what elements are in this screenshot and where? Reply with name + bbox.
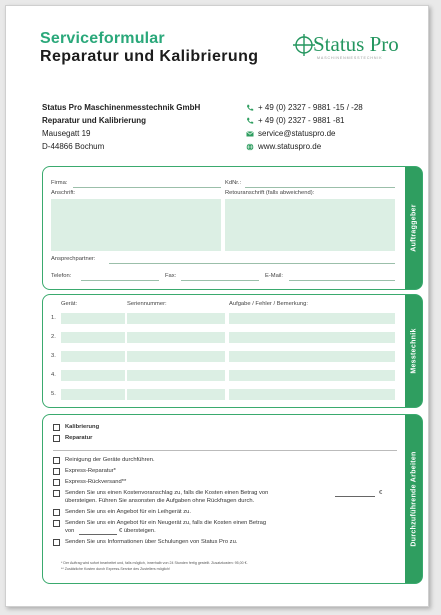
serial-field[interactable] (127, 389, 225, 400)
new-device-prefix: von (65, 528, 75, 534)
work-section (42, 414, 423, 584)
footnote-express: * Der Auftrag wird sofort bearbeitet und, falls möglich, innerhalb von 24 Stunden fertig gestellt. Zusatzkosten: 95,00 €. (61, 561, 248, 565)
client-section (42, 166, 423, 290)
express-repair-checkbox[interactable] (53, 468, 60, 475)
device-field[interactable] (61, 370, 125, 381)
work-section-tab: Durchzuführende Arbeiten (405, 415, 422, 583)
company-address (42, 101, 200, 153)
quote-label-cont: übersteigen. Führen Sie ansonsten die Aufgaben ohne Rückfragen durch. (65, 498, 255, 504)
express-return-label: Express-Rückversand** (65, 479, 127, 485)
express-repair-label: Express-Reparatur* (65, 468, 116, 474)
contact-info (246, 101, 363, 153)
quote-checkbox[interactable] (53, 490, 60, 497)
devices-section: Messtechnik Gerät: Seriennummer: Aufgabe / Fehler / Bemerkung: 1. 2. 3. 4. 5. (42, 294, 423, 408)
logo-name: Status Pro (313, 32, 399, 56)
fax-field[interactable] (181, 280, 259, 281)
new-device-label: Senden Sie uns ein Angebot für ein Neugerät zu, falls die Kosten einen Betrag (65, 520, 267, 526)
footnote-shipping: ** Zusätzliche Kosten durch Express-Service des Zustellers möglich! (61, 567, 171, 571)
contact-phone: + 49 (0) 2327 - 9881 -15 / -28 (258, 103, 363, 112)
status-pro-logo (293, 28, 425, 66)
kalibrierung-label: Kalibrierung (65, 424, 100, 430)
new-device-amount-field[interactable] (79, 534, 117, 535)
quote-label: Senden Sie uns einen Kostenvoranschlag zu, falls die Kosten einen Betrag von (65, 490, 269, 496)
training-checkbox[interactable] (53, 539, 60, 546)
task-field[interactable] (229, 351, 395, 362)
kalibrierung-checkbox[interactable] (53, 424, 60, 431)
contact-email[interactable]: service@statuspro.de (258, 129, 336, 138)
retour-field[interactable] (225, 199, 395, 251)
task-field[interactable] (229, 332, 395, 343)
company-department: Reparatur und Kalibrierung (42, 116, 147, 125)
kdnr-label: KdNr.: (225, 180, 242, 186)
anschrift-field[interactable] (51, 199, 221, 251)
device-field[interactable] (61, 332, 125, 343)
express-return-checkbox[interactable] (53, 479, 60, 486)
device-field[interactable] (61, 389, 125, 400)
ansprechpartner-field[interactable] (109, 263, 395, 264)
device-field[interactable] (61, 351, 125, 362)
new-device-checkbox[interactable] (53, 520, 60, 527)
serial-column-header: Seriennummer: (127, 301, 167, 307)
loan-checkbox[interactable] (53, 509, 60, 516)
email-label: E-Mail: (265, 273, 284, 279)
fax-icon (246, 117, 254, 125)
serial-field[interactable] (127, 370, 225, 381)
telefon-field[interactable] (81, 280, 159, 281)
client-section-tab: Auftraggeber (405, 167, 422, 289)
device-field[interactable] (61, 313, 125, 324)
devices-section-tab: Messtechnik (405, 295, 422, 407)
email-icon (246, 130, 254, 138)
reinigung-checkbox[interactable] (53, 457, 60, 464)
task-field[interactable] (229, 389, 395, 400)
logo-tagline: MASCHINENMESSTECHNIK (317, 56, 383, 60)
training-label: Senden Sie uns Informationen über Schulungen von Status Pro zu. (65, 539, 238, 545)
telefon-label: Telefon: (51, 273, 72, 279)
company-city: D-44866 Bochum (42, 142, 105, 151)
quote-currency: € (379, 490, 383, 496)
serial-field[interactable] (127, 351, 225, 362)
reparatur-label: Reparatur (65, 435, 93, 441)
task-column-header: Aufgabe / Fehler / Bemerkung: (229, 301, 308, 307)
crosshair-icon (293, 34, 315, 56)
serial-field[interactable] (127, 332, 225, 343)
globe-icon (246, 143, 254, 151)
firma-label: Firma: (51, 180, 68, 186)
retour-label: Retouranschrift (falls abweichend): (225, 190, 315, 196)
loan-label: Senden Sie uns ein Angebot für ein Leihgerät zu. (65, 509, 192, 515)
serial-field[interactable] (127, 313, 225, 324)
kdnr-field[interactable] (245, 187, 395, 188)
new-device-label-cont: € übersteigen. (119, 528, 156, 534)
service-form-page (5, 5, 429, 607)
email-field[interactable] (289, 280, 395, 281)
reinigung-label: Reinigung der Geräte durchführen. (65, 457, 155, 463)
quote-amount-field[interactable] (335, 496, 375, 497)
anschrift-label: Anschrift: (51, 190, 76, 196)
device-column-header: Gerät: (61, 301, 78, 307)
reparatur-checkbox[interactable] (53, 435, 60, 442)
form-subtitle: Reparatur und Kalibrierung (40, 48, 259, 65)
phone-icon (246, 104, 254, 112)
contact-fax: + 49 (0) 2327 - 9881 -81 (258, 116, 345, 125)
task-field[interactable] (229, 370, 395, 381)
divider (53, 450, 397, 451)
ansprechpartner-label: Ansprechpartner: (51, 256, 96, 262)
fax-label: Fax: (165, 273, 177, 279)
contact-web[interactable]: www.statuspro.de (258, 142, 322, 151)
form-title: Serviceformular (40, 30, 165, 47)
firma-field[interactable] (73, 187, 221, 188)
task-field[interactable] (229, 313, 395, 324)
company-street: Mausegatt 19 (42, 129, 91, 138)
company-name: Status Pro Maschinenmesstechnik GmbH (42, 103, 201, 112)
